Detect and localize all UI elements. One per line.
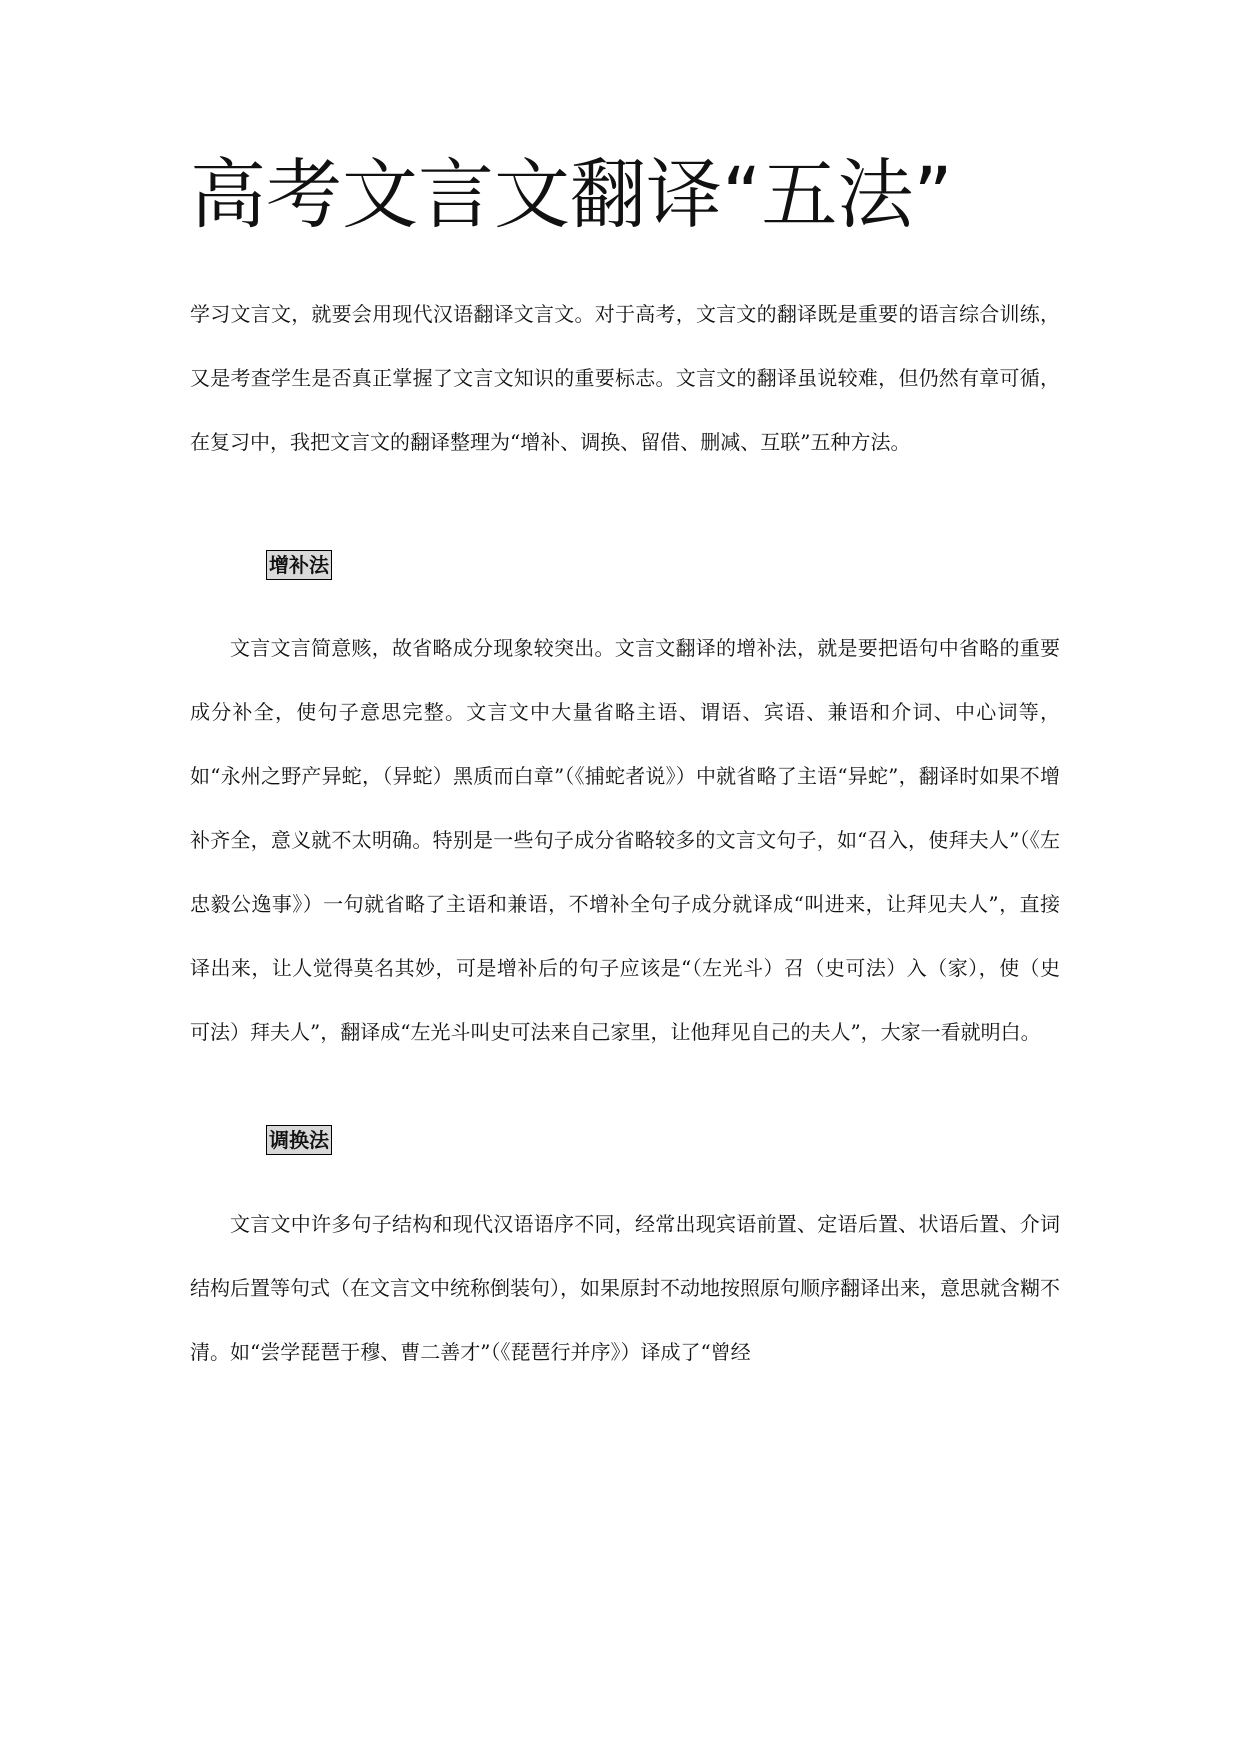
section-body-tiaohuan: 文言文中许多句子结构和现代汉语语序不同，经常出现宾语前置、定语后置、状语后置、介词结构后置等句式（在文言文中统称倒装句），如果原封不动地按照原句顺序翻译出来，意思就含糊不清。如“尝学琵琶于穆、曹二善才”（《琵琶行并序》）译成了“曾经 <box>190 1212 1060 1364</box>
section-body-zengbu: 文言文言简意赅，故省略成分现象较突出。文言文翻译的增补法，就是要把语句中省略的重要成分补全，使句子意思完整。文言文中大量省略主语、谓语、宾语、兼语和介词、中心词等，如“永州之野产异蛇，（异蛇）黑质而白章”（《捕蛇者说》）中就省略了主语“异蛇”，翻译时如果不增补齐全，意义就不太明确。特别是一些句子成分省略较多的文言文句子，如“召入，使拜夫人”（《左忠毅公逸事》）一句就省略了主语和兼语，不增补全句子成分就译成“叫进来，让拜见夫人”，直接译出来，让人觉得莫名其妙，可是增补后的句子应该是“（左光斗）召（史可法）入（家），使（史可法）拜夫人”，翻译成“左光斗叫史可法来自己家里，让他拜见自己的夫人”，大家一看就明白。 <box>190 636 1060 1044</box>
section-heading-tiaohuan: 调换法 <box>266 1125 332 1155</box>
section-heading-zengbu: 增补法 <box>266 550 332 580</box>
intro-paragraph: 学习文言文，就要会用现代汉语翻译文言文。对于高考，文言文的翻译既是重要的语言综合训练，又是考查学生是否真正掌握了文言文知识的重要标志。文言文的翻译虽说较难，但仍然有章可循，在复习中，我把文言文的翻译整理为“增补、调换、留借、删减、互联”五种方法。 <box>190 302 1060 454</box>
page-title: 高考文言文翻译“五法” <box>190 150 953 239</box>
